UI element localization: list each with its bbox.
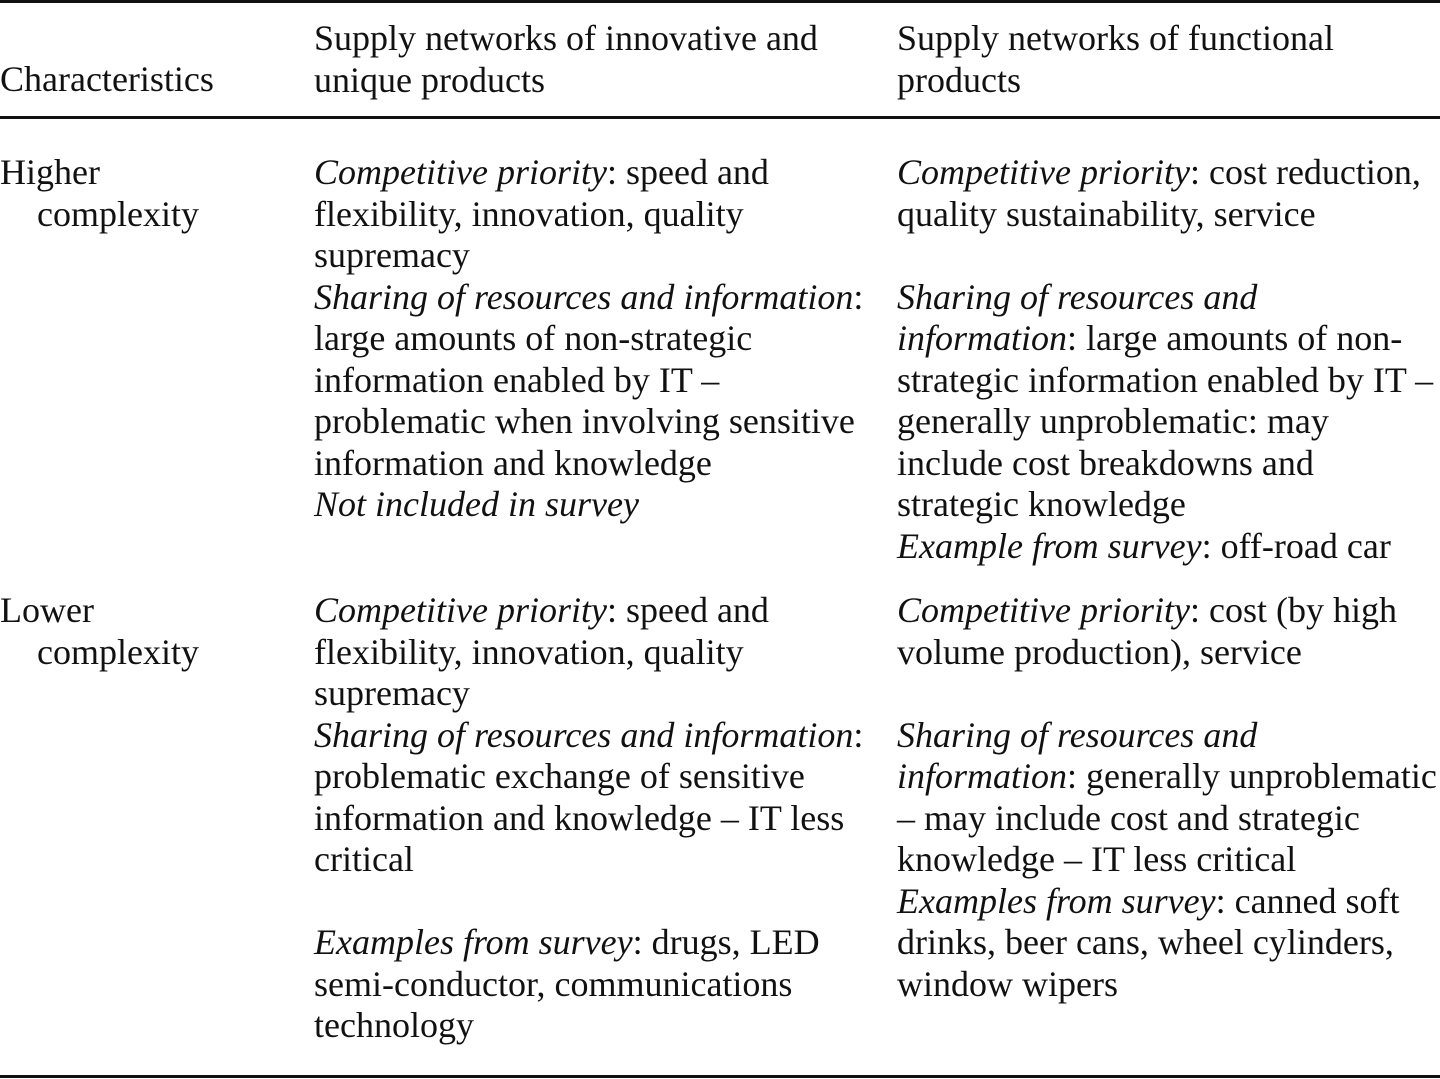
entry-sharing: Sharing of resources and information: large amounts of non-strategic information enabled by IT – problematic when involving sensitive information and knowledge	[314, 276, 864, 483]
cell-higher-innovative	[314, 152, 874, 526]
cell-lower-innovative	[314, 590, 874, 1047]
cell-lower-functional	[897, 590, 1440, 1005]
table-header-rule	[0, 116, 1440, 119]
entry-sharing: Sharing of resources and information: problematic exchange of sensitive information and knowledge – IT less critical	[314, 714, 864, 879]
entry-competitive-priority: Competitive priority: speed and flexibility, innovation, quality supremacy	[314, 590, 769, 713]
entry-sharing: Sharing of resources and information: large amounts of non-strategic information enabled by IT – generally unproblematic: may include cost breakdowns and strategic knowledge	[897, 276, 1434, 524]
header-characteristics: Characteristics	[0, 59, 214, 99]
entry-example: Example from survey: off-road car	[897, 525, 1391, 566]
entry-example: Examples from survey: canned soft drinks, beer cans, wheel cylinders, window wipers	[897, 880, 1400, 1004]
header-functional-products: Supply networks of functional products	[897, 18, 1334, 100]
entry-example: Not included in survey	[314, 484, 639, 524]
entry-competitive-priority: Competitive priority: cost (by high volume production), service	[897, 590, 1397, 672]
entry-competitive-priority: Competitive priority: cost reduction, quality sustainability, service	[897, 152, 1421, 234]
entry-sharing: Sharing of resources and information: generally unproblematic – may include cost and strategic knowledge – IT less critical	[897, 714, 1437, 879]
cell-higher-functional	[897, 152, 1440, 567]
row-label-lower-complexity: Lower complexity	[0, 590, 199, 672]
table-top-rule	[0, 0, 1440, 3]
entry-example: Examples from survey: drugs, LED semi-conductor, communications technology	[314, 922, 820, 1045]
header-innovative-products: Supply networks of innovative and unique products	[314, 18, 818, 100]
row-label-higher-complexity: Higher complexity	[0, 152, 199, 234]
table-bottom-rule	[0, 1075, 1440, 1078]
entry-competitive-priority: Competitive priority: speed and flexibility, innovation, quality supremacy	[314, 152, 769, 275]
